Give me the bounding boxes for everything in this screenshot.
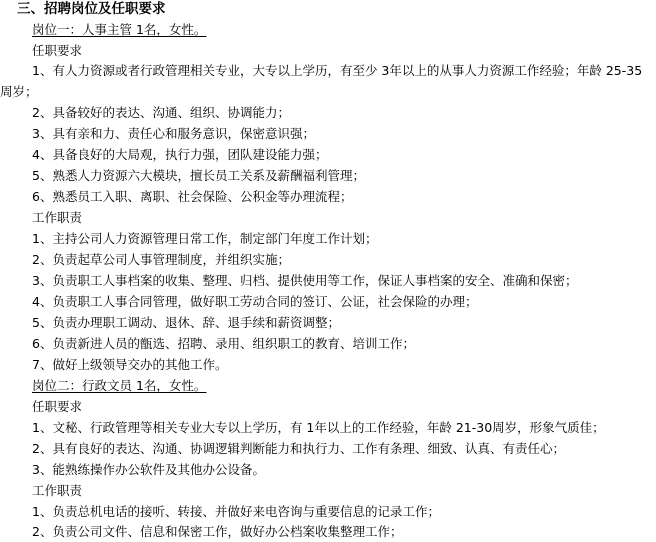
position-1-duty-item: 6、负责新进人员的甑选、招聘、录用、组织职工的教育、培训工作； (32, 336, 415, 351)
position-2-requirement-item: 3、能熟练操作办公软件及其他办公设备。 (32, 462, 265, 477)
position-1-duty-item: 2、负责起草公司人事管理制度，并组织实施； (32, 252, 290, 267)
position-2-duty-item: 2、负责公司文件、信息和保密工作，做好办公档案收集整理工作； (32, 524, 403, 539)
position-1-requirement-item: 3、具有亲和力、责任心和服务意识，保密意识强； (32, 126, 315, 141)
position-1-requirement-item: 5、熟悉人力资源六大模块，擅长员工关系及薪酬福利管理； (32, 168, 365, 183)
position-2-title: 岗位二：行政文员 1名，女性。 (32, 378, 207, 393)
section-heading: 三、招聘岗位及任职要求 (17, 1, 166, 17)
position-2-requirement-item: 1、文秘、行政管理等相关专业大专以上学历，有 1年以上的工作经验，年龄 21-30周岁，形象气质佳； (32, 420, 605, 435)
position-2-requirement-item: 2、具有良好的表达、沟通、协调逻辑判断能力和执行力、工作有条理、细致、认真、有责任心； (32, 441, 565, 456)
position-1-duties-heading: 工作职责 (32, 210, 83, 225)
position-2-requirements-heading: 任职要求 (32, 399, 83, 414)
position-1-requirement-item: 2、具备较好的表达、沟通、组织、协调能力； (32, 105, 290, 120)
position-1-duty-item: 4、负责职工人事合同管理，做好职工劳动合同的签订、公证，社会保险的办理； (32, 294, 478, 309)
position-1-duty-item: 7、做好上级领导交办的其他工作。 (32, 357, 228, 372)
position-1-duty-item: 5、负责办理职工调动、退休、辞、退手续和薪资调整； (32, 315, 340, 330)
position-1-requirements-heading: 任职要求 (32, 43, 83, 58)
position-1-duty-item: 1、主持公司人力资源管理日常工作，制定部门年度工作计划； (32, 231, 378, 246)
position-1-requirement-item: 6、熟悉员工入职、离职、社会保险、公积金等办理流程； (32, 189, 353, 204)
position-2-duties-heading: 工作职责 (32, 483, 83, 498)
position-2-duty-item: 1、负责总机电话的接听、转接、并做好来电咨询与重要信息的记录工作； (32, 504, 440, 519)
position-1-title: 岗位一：人事主管 1名，女性。 (32, 22, 207, 37)
position-1-duty-item: 3、负责职工人事档案的收集、整理、归档、提供使用等工作，保证人事档案的安全、准确和保密； (32, 273, 578, 288)
position-1-requirement-item: 4、具备良好的大局观，执行力强，团队建设能力强； (32, 147, 328, 162)
position-1-requirement-item: 1、有人力资源或者行政管理相关专业，大专以上学历，有至少 3年以上的从事人力资源工作经验；年龄 25-35周岁； (0, 63, 643, 99)
